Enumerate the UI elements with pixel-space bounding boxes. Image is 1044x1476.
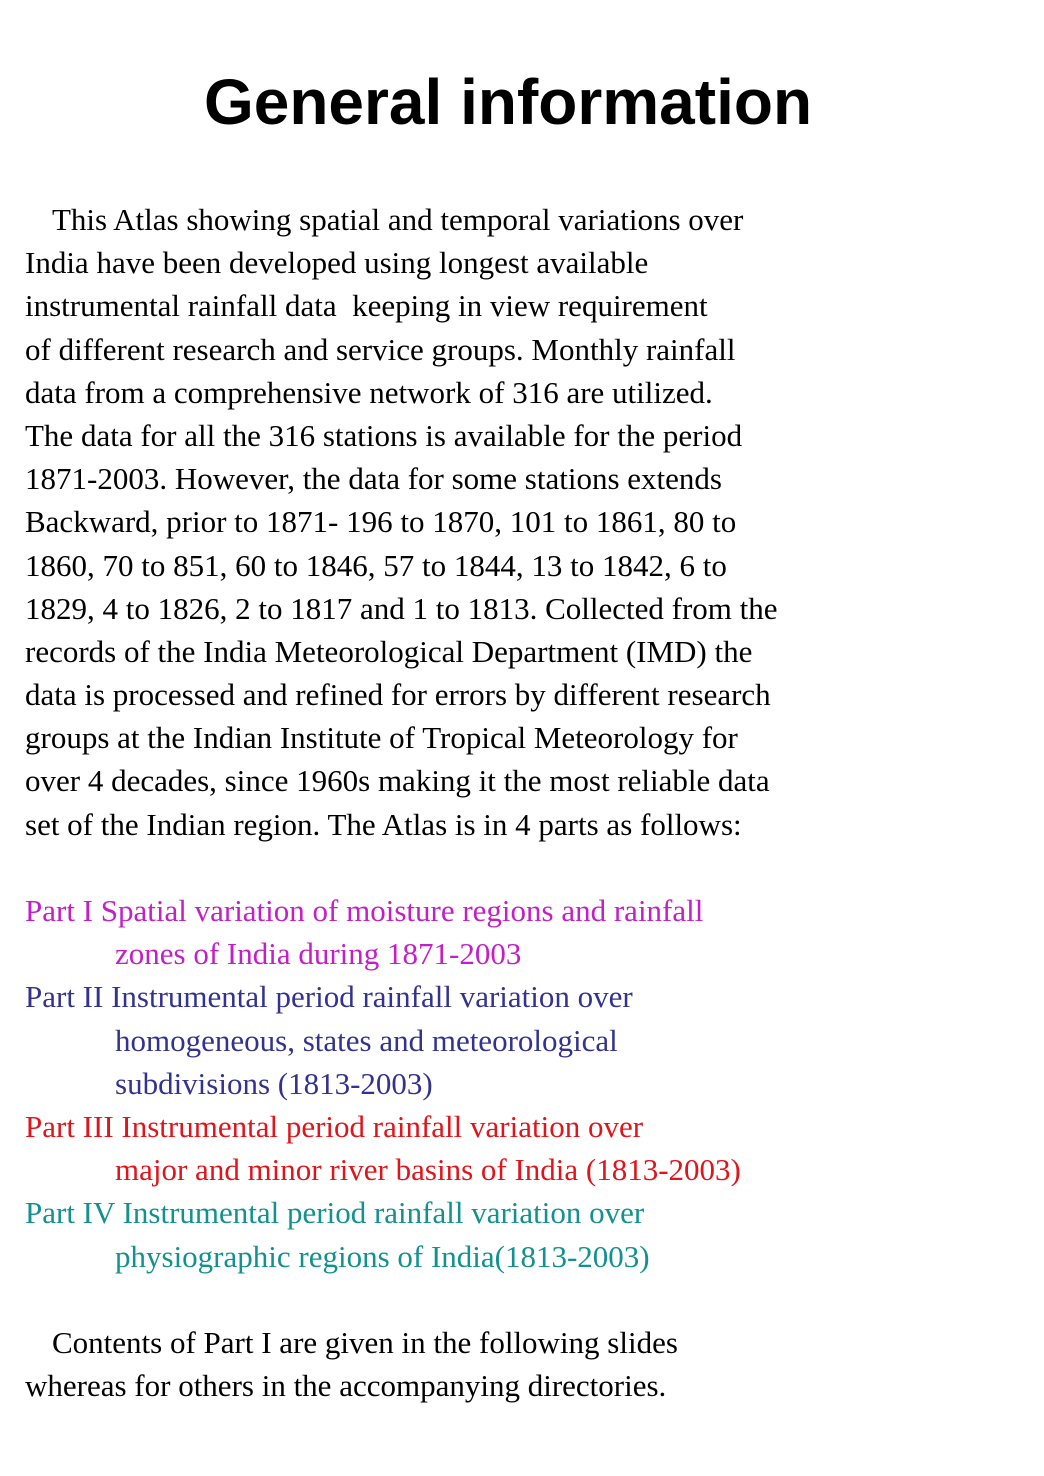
part-2-heading: Part II Instrumental period rainfall variation over (25, 979, 633, 1015)
paragraph-line: India have been developed using longest available (25, 245, 649, 281)
part-4 (25, 1191, 1025, 1277)
part-3-heading: Part III Instrumental period rainfall variation over (25, 1108, 644, 1144)
paragraph-line: 1871-2003. However, the data for some stations extends (25, 461, 722, 497)
spacer (25, 846, 1025, 889)
paragraph-line: 1829, 4 to 1826, 2 to 1817 and 1 to 1813. Collected from the (25, 590, 778, 626)
paragraph-line: over 4 decades, since 1960s making it the most reliable data (25, 763, 770, 799)
paragraph-line: data is processed and refined for errors by different research (25, 677, 771, 713)
paragraph-line: records of the India Meteorological Department (IMD) the (25, 633, 753, 669)
intro-paragraph (25, 198, 1025, 846)
paragraph-line: This Atlas showing spatial and temporal variations over (52, 202, 744, 237)
paragraph-line: The data for all the 316 stations is available for the period (25, 417, 743, 453)
paragraph-line: Backward, prior to 1871- 196 to 1870, 101 to 1861, 80 to (25, 504, 737, 540)
part-3 (25, 1105, 1025, 1191)
part-1 (25, 889, 1025, 975)
part-1-heading: Part I Spatial variation of moisture regions and rainfall (25, 893, 704, 928)
document-body (25, 198, 1025, 1407)
part-3-line: major and minor river basins of India (1813-2003) (115, 1152, 741, 1188)
paragraph-line: groups at the Indian Institute of Tropical Meteorology for (25, 720, 738, 756)
paragraph-line: of different research and service groups. Monthly rainfall (25, 331, 736, 367)
part-2 (25, 975, 1025, 1105)
part-2-line: subdivisions (1813-2003) (115, 1065, 433, 1101)
page-title: General information (203, 66, 813, 138)
part-4-line: physiographic regions of India(1813-2003) (115, 1238, 650, 1274)
paragraph-line: data from a comprehensive network of 316 are utilized. (25, 374, 713, 410)
paragraph-line: Contents of Part I are given in the following slides (52, 1324, 678, 1360)
paragraph-line: instrumental rainfall data keeping in view requirement (25, 288, 708, 324)
closing-paragraph (25, 1321, 1025, 1407)
part-4-heading: Part IV Instrumental period rainfall variation over (25, 1195, 645, 1231)
paragraph-line: set of the Indian region. The Atlas is in 4 parts as follows: (25, 806, 742, 842)
part-2-line: homogeneous, states and meteorological (115, 1022, 618, 1058)
part-1-line: zones of India during 1871-2003 (115, 936, 522, 972)
paragraph-line: whereas for others in the accompanying directories. (25, 1368, 667, 1404)
paragraph-line: 1860, 70 to 851, 60 to 1846, 57 to 1844, 13 to 1842, 6 to (25, 547, 727, 583)
spacer (25, 1278, 1025, 1321)
